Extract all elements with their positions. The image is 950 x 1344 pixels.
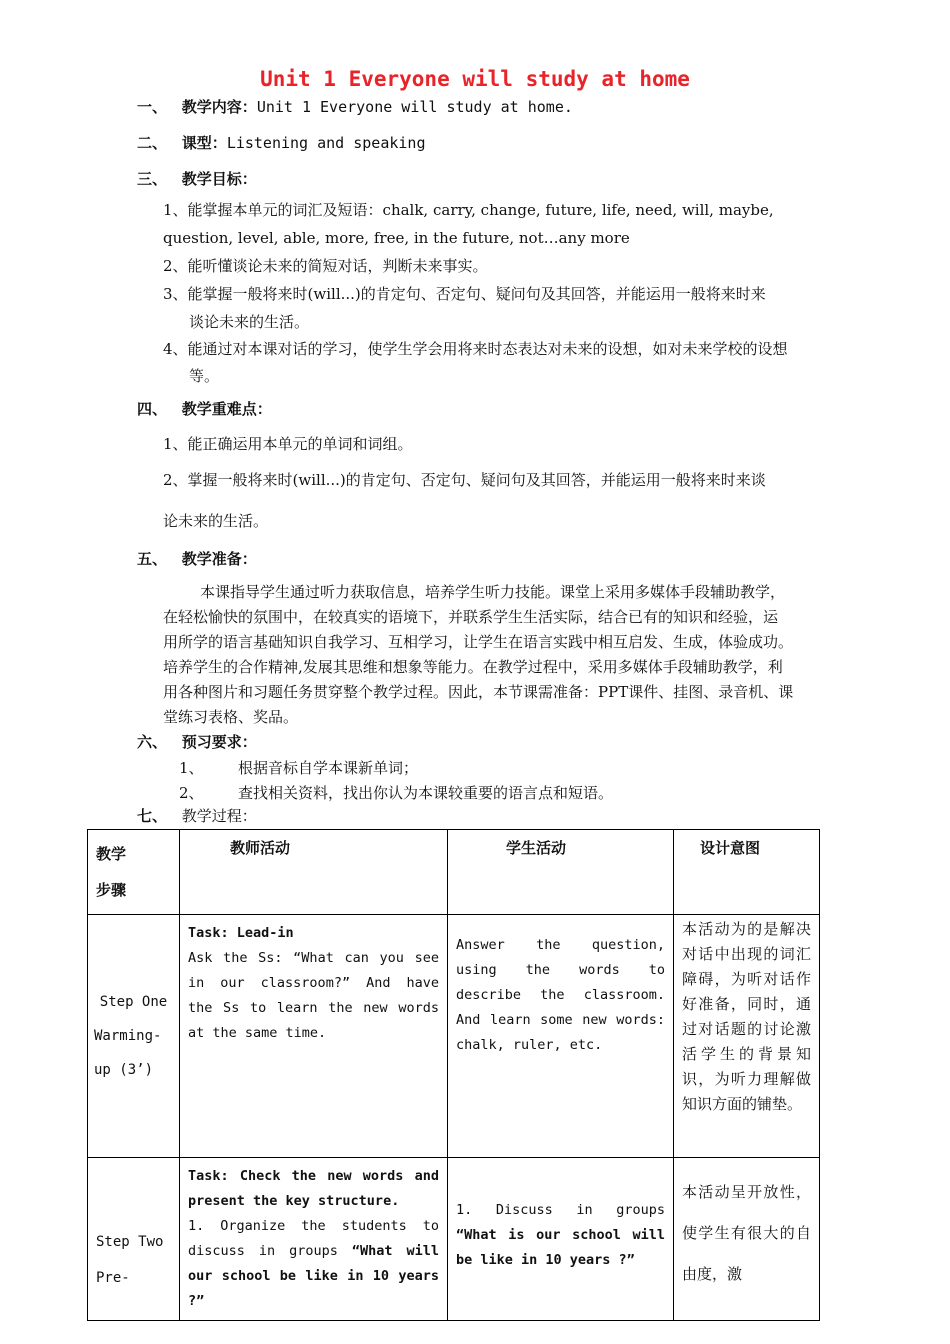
preview-item-2-number: 2、: [179, 784, 204, 802]
table-row: [88, 915, 820, 1158]
section-label: 预习要求：: [181, 733, 257, 751]
section-label: 教学过程：: [181, 807, 257, 825]
table-row: [88, 1158, 820, 1321]
row1-step-c: up (3’): [94, 1062, 154, 1078]
row2-teacher-body-b: “What will our school be like in 10 years ?”: [188, 1243, 439, 1309]
row1-step-b: Warming-: [94, 1028, 162, 1044]
row1-student-text: Answer the question, using the words to describe the classroom. And learn some new words: chalk, ruler, etc.: [456, 937, 665, 1053]
header-step-b: 步骤: [96, 881, 127, 899]
row2-student-b: “What is our school will be like in 10 years ?”: [456, 1227, 665, 1268]
section-preview: [137, 731, 257, 752]
section-label: 教学内容：: [181, 98, 257, 116]
goal-2: 2、能听懂谈论未来的简短对话，判断未来事实。: [163, 257, 488, 275]
section-content: [137, 96, 573, 117]
section-preparation: [137, 548, 257, 569]
section-process: [137, 805, 257, 826]
section-number: 一、: [137, 98, 168, 116]
header-intent: [674, 830, 820, 915]
goal-4-line-a: 4、能通过对本课对话的学习，使学生学会用将来时态表达对未来的设想，如对未来学校的设想: [163, 340, 788, 358]
section-key-points: [137, 398, 272, 419]
key-point-1: 1、能正确运用本单元的单词和词组。: [163, 435, 413, 453]
row2-step-b: Pre-: [96, 1270, 130, 1286]
row2-step-a: Step Two: [96, 1234, 164, 1250]
header-teacher-label: 教师活动: [230, 839, 291, 857]
row2-step: [88, 1158, 180, 1321]
key-point-2-line-b: 论未来的生活。: [163, 512, 269, 530]
prep-line-2: 在轻松愉快的氛围中，在较真实的语境下，并联系学生生活实际，结合已有的知识和经验，运: [163, 608, 779, 626]
section-label: 教学准备：: [181, 550, 257, 568]
row1-step-a: Step One: [99, 994, 168, 1010]
section-value: Listening and speaking: [226, 134, 426, 152]
section-number: 六、: [137, 733, 168, 751]
row1-teacher-body: Ask the Ss: “What can you see in our classroom?” And have the Ss to learn the new words at the same time.: [188, 950, 439, 1041]
section-label: 教学重难点：: [181, 400, 272, 418]
row2-intent: [674, 1158, 820, 1321]
preview-item-2: 查找相关资料，找出你认为本课较重要的语言点和短语。: [238, 784, 614, 802]
preview-item-1-number: 1、: [179, 759, 204, 777]
page-title: Unit 1 Everyone will study at home: [260, 67, 690, 91]
section-value: Unit 1 Everyone will study at home.: [256, 98, 573, 116]
goal-3-line-a: 3、能掌握一般将来时(will...)的肯定句、否定句、疑问句及其回答，并能运用一般将来时来: [163, 285, 766, 303]
prep-line-3: 用所学的语言基础知识自我学习、互相学习，让学生在语言实践中相互启发、生成，体验成功。: [163, 633, 794, 651]
row1-teacher: [180, 915, 448, 1158]
row1-teacher-task: Task: Lead-in: [188, 925, 294, 941]
row1-step: [88, 915, 180, 1158]
header-student: [448, 830, 674, 915]
section-number: 七、: [137, 807, 168, 825]
header-step-a: 教学: [96, 845, 127, 863]
row2-student-a: 1. Discuss in groups: [456, 1202, 665, 1218]
goal-1-line-b: question, level, able, more, free, in the future, not…any more: [163, 229, 630, 247]
header-student-label: 学生活动: [506, 839, 567, 857]
section-number: 四、: [137, 400, 168, 418]
prep-line-4: 培养学生的合作精神,发展其思维和想象等能力。在教学过程中，采用多媒体手段辅助教学，利: [163, 658, 783, 676]
table-header-row: [88, 830, 820, 915]
row1-intent: [674, 915, 820, 1158]
preview-item-1: 根据音标自学本课新单词；: [238, 759, 419, 777]
row2-student: [448, 1158, 674, 1321]
row2-intent-text: 本活动呈开放性，使学生有很大的自由度，激: [682, 1183, 811, 1283]
row1-student: [448, 915, 674, 1158]
header-teacher: [180, 830, 448, 915]
section-goals: [137, 168, 257, 189]
section-label: 课型：: [181, 134, 227, 152]
section-number: 五、: [137, 550, 168, 568]
row2-teacher: [180, 1158, 448, 1321]
prep-line-6: 堂练习表格、奖品。: [163, 708, 299, 726]
prep-line-5: 用各种图片和习题任务贯穿整个教学过程。因此，本节课需准备：PPT课件、挂图、录音机、课: [163, 683, 794, 701]
goal-4-line-b: 等。: [189, 367, 220, 385]
prep-line-1: 本课指导学生通过听力获取信息，培养学生听力技能。课堂上采用多媒体手段辅助教学，: [200, 583, 786, 601]
header-step: [88, 830, 180, 915]
section-label: 教学目标：: [181, 170, 257, 188]
section-number: 三、: [137, 170, 168, 188]
process-table: [87, 829, 820, 1321]
key-point-2-line-a: 2、掌握一般将来时(will...)的肯定句、否定句、疑问句及其回答，并能运用一般将来时来谈: [163, 471, 766, 489]
goal-1-line-a: 1、能掌握本单元的词汇及短语：chalk, carry, change, future, life, need, will, maybe,: [163, 201, 774, 219]
goal-3-line-b: 谈论未来的生活。: [189, 313, 310, 331]
header-intent-label: 设计意图: [700, 839, 761, 857]
row2-teacher-body-a: 1. Organize the students to discuss in groups: [188, 1218, 439, 1259]
section-lesson-type: [137, 132, 426, 153]
row1-intent-text: 本活动为的是解决对话中出现的词汇障碍，为听对话作好准备，同时，通过对话题的讨论激活学生的背景知识，为听力理解做知识方面的铺垫。: [682, 920, 811, 1113]
section-number: 二、: [137, 134, 168, 152]
row2-teacher-task: Task: Check the new words and present the key structure.: [188, 1168, 439, 1209]
